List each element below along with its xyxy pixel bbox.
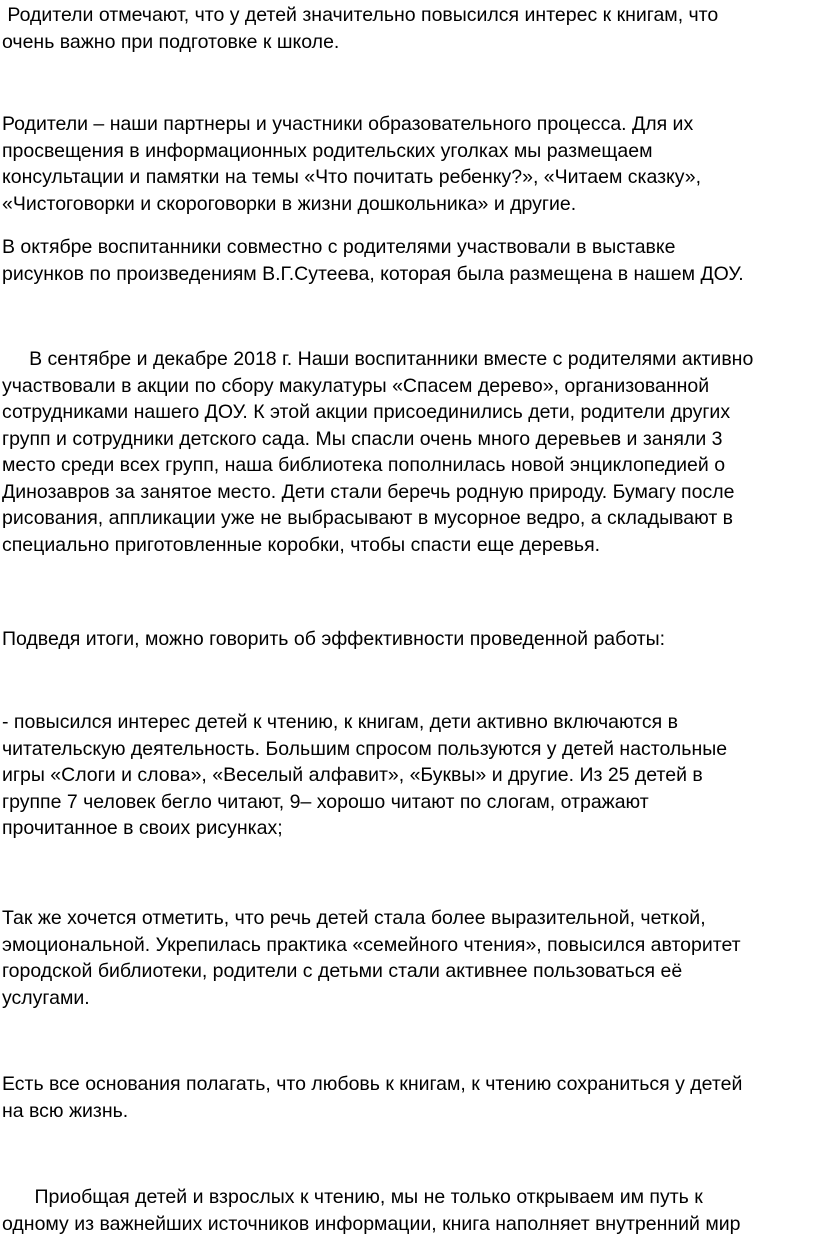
text-line: эмоциональной. Укрепилась практика «семейного чтения», повысился авторитет bbox=[2, 933, 741, 956]
text-line: прочитанное в своих рисунках; bbox=[2, 817, 283, 839]
text-line: Так же хочется отметить, что речь детей стала более выразительной, четкой, bbox=[2, 907, 706, 929]
paragraph-summary-intro bbox=[2, 626, 812, 653]
text-line: Родители отмечают, что у детей значительно повысился интерес к книгам, что bbox=[2, 4, 719, 26]
text-line: участвовали в акции по сбору макулатуры «Спасем дерево», организованной bbox=[2, 374, 710, 397]
text-line: - повысился интерес детей к чтению, к книгам, дети активно включаются в bbox=[2, 711, 678, 733]
text-line: консультации и памятки на темы «Что почитать ребенку?», «Читаем сказку», bbox=[2, 166, 702, 188]
text-line: рисунков по произведениям В.Г.Сутеева, которая была размещена в нашем ДОУ. bbox=[2, 262, 744, 285]
text-line: Приобщая детей и взрослых к чтению, мы не только открываем им путь к bbox=[2, 1186, 703, 1208]
text-line: Подведя итоги, можно говорить об эффективности проведенной работы: bbox=[2, 628, 666, 650]
text-line: услугами. bbox=[2, 986, 90, 1009]
text-line: рисования, аппликации уже не выбрасывают в мусорное ведро, а складывают в bbox=[2, 507, 734, 529]
paragraph-parents-partners bbox=[2, 111, 812, 217]
paragraph-october-exhibition bbox=[2, 234, 812, 287]
text-line: В сентябре и декабре 2018 г. Наши воспитанники вместе с родителями активно bbox=[2, 348, 754, 370]
text-line: просвещения в информационных родительских уголках мы размещаем bbox=[2, 139, 653, 162]
text-line: «Чистоговорки и скороговорки в жизни дошкольника» и другие. bbox=[2, 192, 577, 215]
text-line: городской библиотеки, родители с детьми стали активнее пользоваться её bbox=[2, 960, 683, 982]
text-line: Родители – наши партнеры и участники образовательного процесса. Для их bbox=[2, 113, 694, 135]
text-line: одному из важнейших источников информации, книга наполняет внутренний мир bbox=[2, 1212, 741, 1235]
paragraph-introducing-reading bbox=[2, 1184, 812, 1237]
paragraph-love-of-books bbox=[2, 1071, 812, 1124]
text-line: групп и сотрудники детского сада. Мы спасли очень много деревьев и заняли 3 bbox=[2, 427, 723, 450]
text-line: читательскую деятельность. Большим спросом пользуются у детей настольные bbox=[2, 737, 728, 760]
text-line: очень важно при подготовке к школе. bbox=[2, 30, 340, 53]
text-line: место среди всех групп, наша библиотека пополнилась новой энциклопедией о bbox=[2, 454, 726, 476]
paragraph-reading-interest-results bbox=[2, 709, 812, 842]
text-line: В октябре воспитанники совместно с родителями участвовали в выставке bbox=[2, 236, 676, 258]
text-line: Есть все основания полагать, что любовь к книгам, к чтению сохраниться у детей bbox=[2, 1073, 743, 1095]
text-line: специально приготовленные коробки, чтобы спасти еще деревья. bbox=[2, 533, 601, 556]
text-line: игры «Слоги и слова», «Веселый алфавит», «Буквы» и другие. Из 25 детей в bbox=[2, 764, 703, 786]
paragraph-parents-interest bbox=[2, 2, 812, 55]
paragraph-speech-improvement bbox=[2, 905, 812, 1011]
text-line: группе 7 человек бегло читают, 9– хорошо читают по слогам, отражают bbox=[2, 790, 649, 813]
paragraph-waste-paper-campaign bbox=[2, 346, 812, 558]
text-line: сотрудниками нашего ДОУ. К этой акции присоединились дети, родители других bbox=[2, 401, 731, 423]
text-line: Динозавров за занятое место. Дети стали беречь родную природу. Бумагу после bbox=[2, 480, 735, 503]
text-line: на всю жизнь. bbox=[2, 1099, 129, 1122]
